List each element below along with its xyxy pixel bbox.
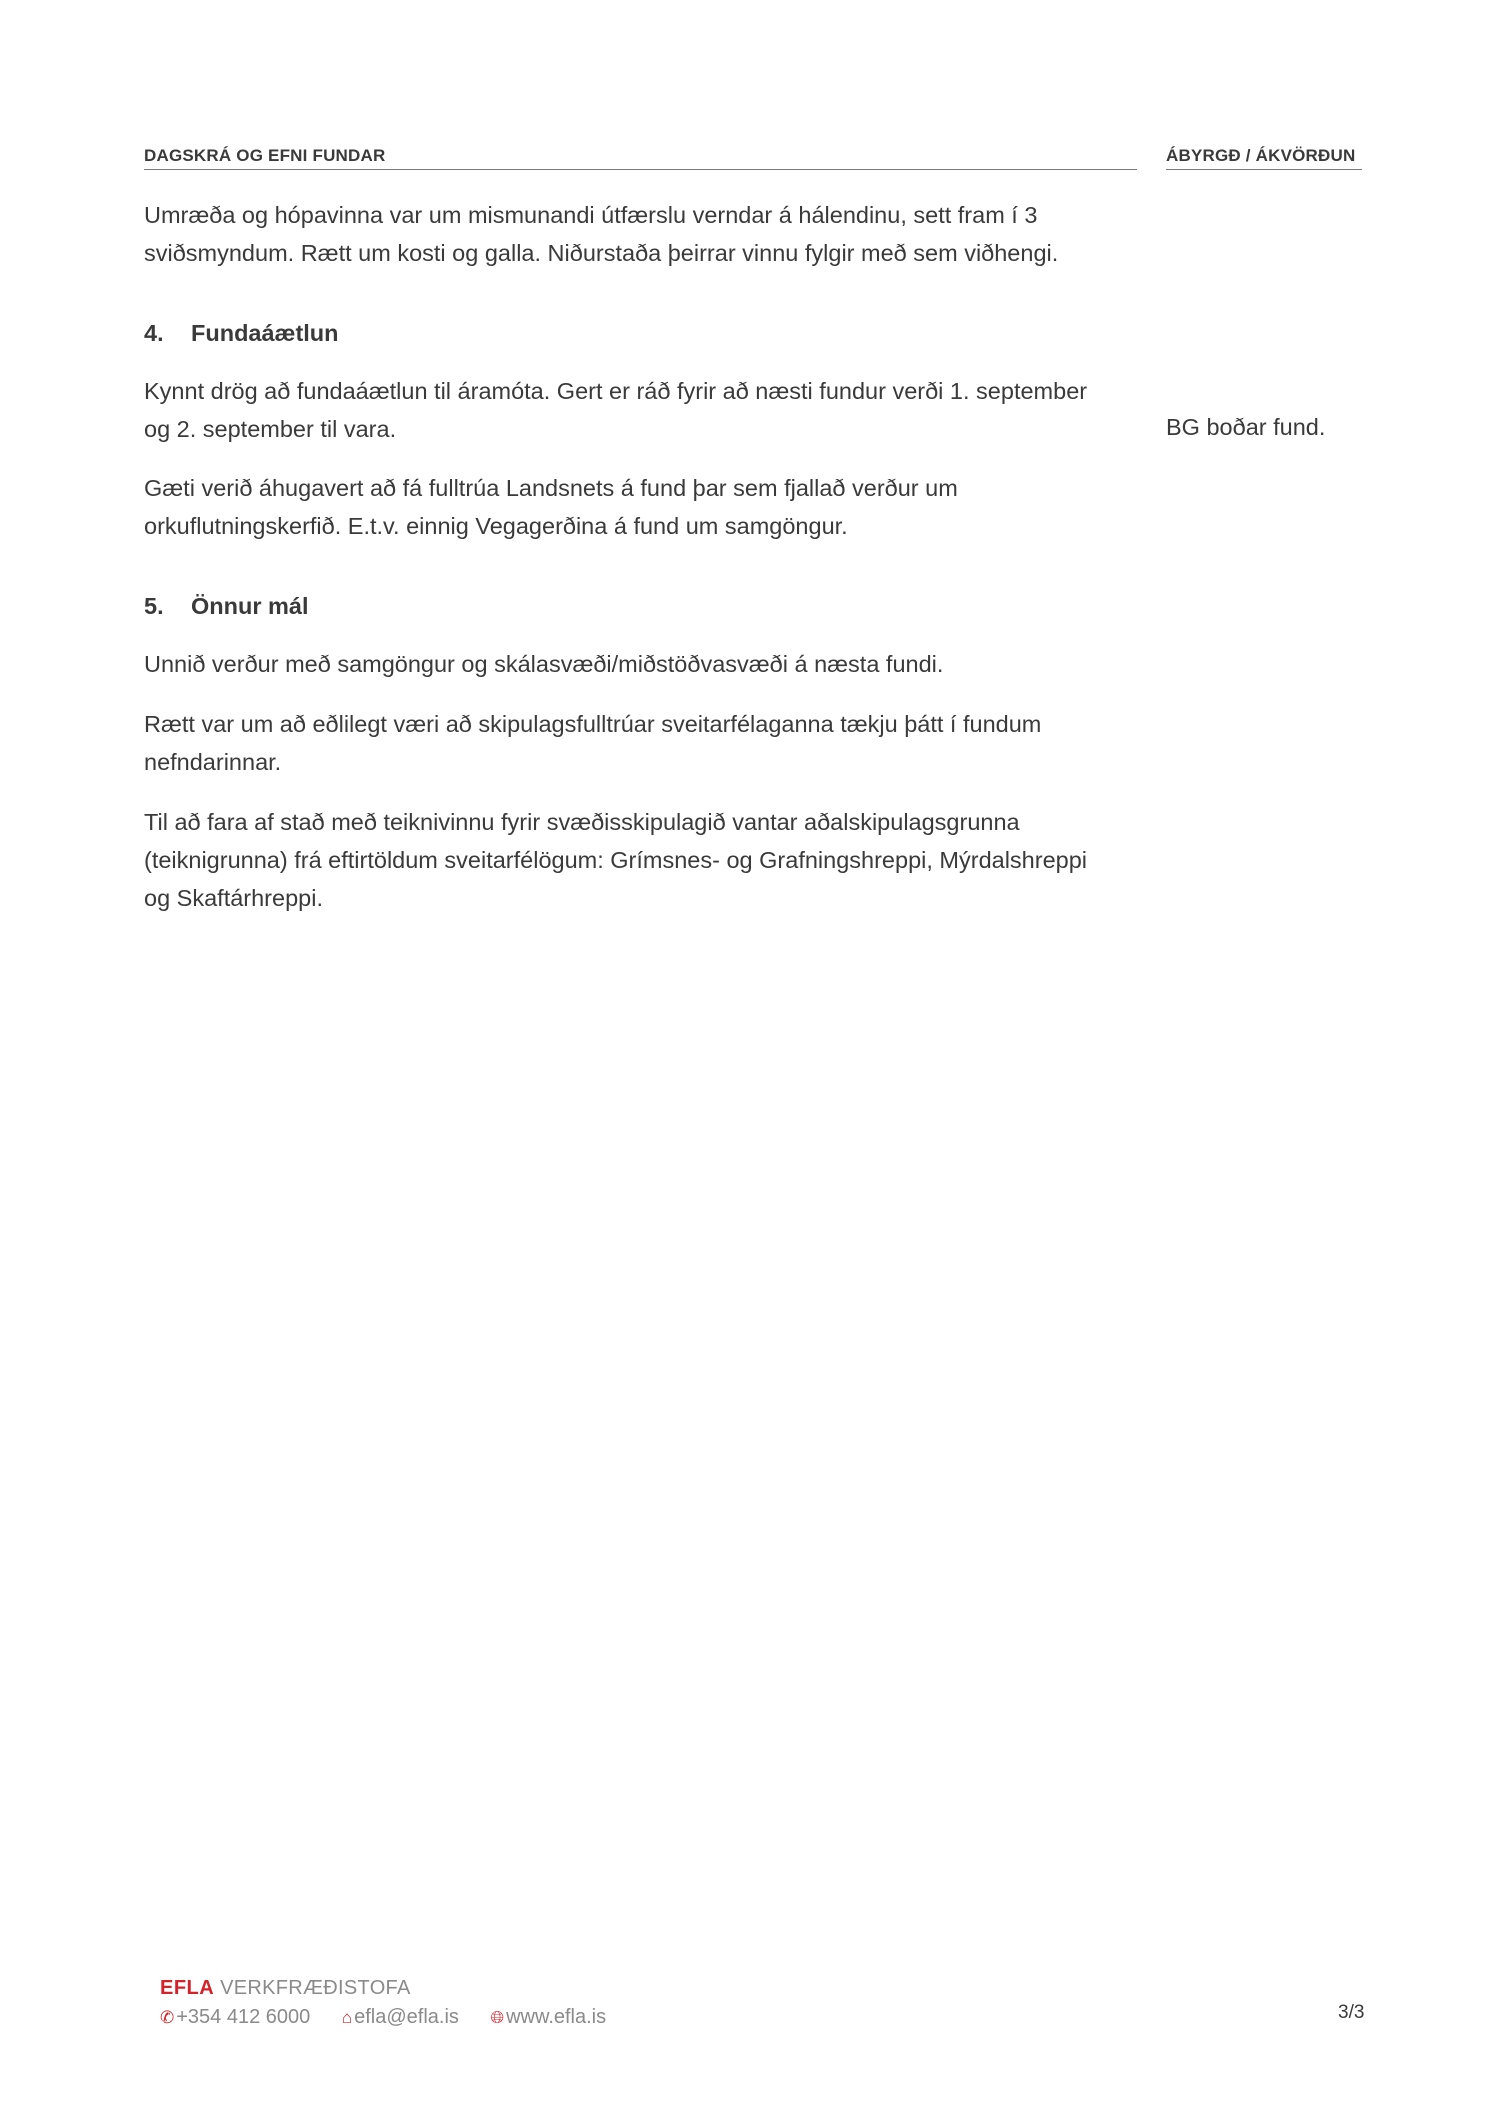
section-5-number: 5. [144,593,164,619]
section-5-p3-line-1: Til að fara af stað með teiknivinnu fyrir svæðisskipulagið vantar aðalskipulagsgrunna [144,809,1020,835]
footer-email[interactable] [342,2006,459,2028]
section-5-p2-line-1: Rætt var um að eðlilegt væri að skipulagsfulltrúar sveitarfélaganna tækju þátt í fundum [144,711,1042,737]
section-4-heading [144,320,339,347]
phone-icon: ✆ [160,2008,175,2027]
section-4-paragraph-2 [144,469,1144,545]
section-4-p2-line-1: Gæti verið áhugavert að fá fulltrúa Landsnets á fund þar sem fjallað verður um [144,475,958,501]
section-5-p3-line-3: og Skaftárhreppi. [144,885,323,911]
section-5-title: Önnur mál [191,593,309,619]
section-4-p1-line-1: Kynnt drög að fundaáætlun til áramóta. Gert er ráð fyrir að næsti fundur verði 1. september [144,378,1088,404]
section-5-paragraph-2 [144,705,1144,781]
mail-icon: ⌂ [341,2008,353,2027]
footer-brand [160,1977,411,2000]
section-5-p3-line-2: (teiknigrunna) frá eftirtöldum sveitarfélögum: Grímsnes- og Grafningshreppi, Mýrdalshreppi [144,847,1088,873]
section-5-paragraph-3 [144,803,1144,917]
section-5-heading [144,593,309,620]
intro-line-2: sviðsmyndum. Rætt um kosti og galla. Niðurstaða þeirrar vinnu fylgir með sem viðhengi. [144,240,1059,266]
section-5-p2-line-2: nefndarinnar. [144,749,282,775]
header-responsibility-column: ÁBYRGÐ / ÁKVÖRÐUN [1166,146,1362,170]
intro-paragraph [144,196,1144,272]
section-4-responsibility-note: BG boðar fund. [1166,414,1326,440]
efla-logo: EFLA [160,1977,215,1999]
company-name: VERKFRÆÐISTOFA [220,1977,411,1999]
email-text: efla@efla.is [354,2006,459,2028]
section-4-number: 4. [144,320,164,346]
section-5-paragraph-1: Unnið verður með samgöngur og skálasvæði/miðstöðvasvæði á næsta fundi. [144,651,944,677]
footer-web[interactable] [490,2006,606,2028]
footer-phone[interactable] [160,2006,310,2028]
page-number: 3/3 [1338,2002,1365,2023]
section-4-p1-line-2: og 2. september til vara. [144,416,397,442]
phone-text: +354 412 6000 [176,2006,311,2028]
section-4-paragraph-1 [144,372,1144,448]
intro-line-1: Umræða og hópavinna var um mismunandi útfærslu verndar á hálendinu, sett fram í 3 [144,202,1038,228]
section-4-p2-line-2: orkuflutningskerfið. E.t.v. einnig Vegagerðina á fund um samgöngur. [144,513,848,539]
footer-contacts [160,2006,632,2029]
globe-icon: 🌐︎ [490,2008,505,2027]
header-agenda-column: DAGSKRÁ OG EFNI FUNDAR [144,146,1137,170]
web-text: www.efla.is [506,2006,607,2028]
section-4-title: Fundaáætlun [191,320,339,346]
